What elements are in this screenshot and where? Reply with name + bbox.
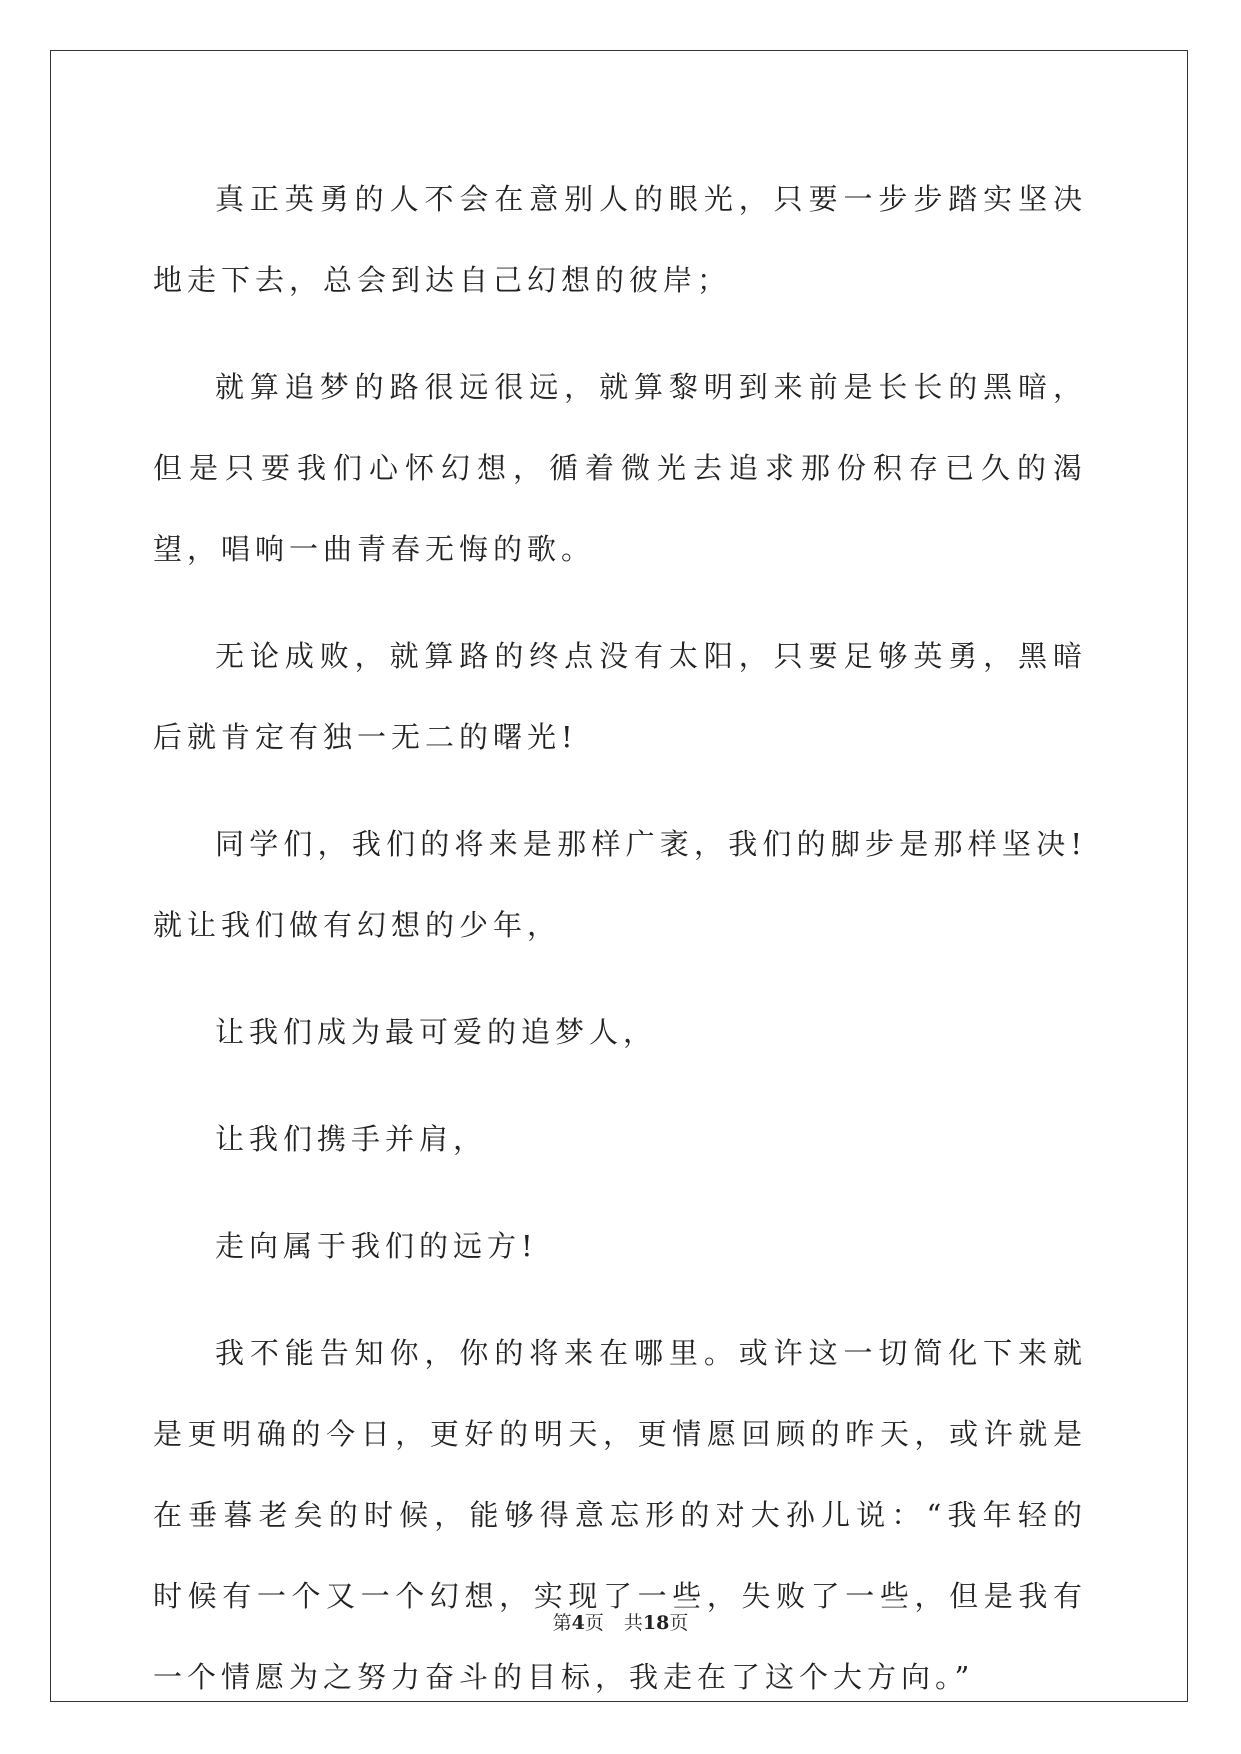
paragraph: 就算追梦的路很远很远，就算黎明到来前是长长的黑暗，但是只要我们心怀幻想，循着微光去追求那份积存已久的渴望，唱响一曲青春无悔的歌。	[153, 370, 1087, 566]
total-pages: 18	[642, 1612, 670, 1634]
document-body	[153, 159, 1087, 1744]
paragraph: 同学们，我们的将来是那样广袤，我们的脚步是那样坚决!就让我们做有幻想的少年，	[153, 827, 1087, 942]
page-number: 4	[571, 1612, 585, 1634]
paragraph: 我不能告知你，你的将来在哪里。或许这一切简化下来就是更明确的今日，更好的明天，更情愿回顾的昨天，或许就是在垂暮老矣的时候，能够得意忘形的对大孙儿说：“我年轻的时候有一个又一个幻想，实现了一些，失败了一些，但是我有一个情愿为之努力奋斗的目标，我走在了这个大方向。”	[153, 1336, 1087, 1694]
paragraph: 让我们携手并肩，	[215, 1122, 488, 1156]
paragraph: 无论成败，就算路的终点没有太阳，只要足够英勇，黑暗后就肯定有独一无二的曙光!	[153, 639, 1087, 754]
paragraph: 走向属于我们的远方!	[215, 1229, 538, 1263]
total-suffix: 页	[669, 1612, 689, 1634]
page-prefix: 第	[552, 1612, 572, 1634]
page-footer	[0, 1608, 1241, 1635]
paragraph: 让我们成为最可爱的追梦人，	[215, 1015, 658, 1049]
page-suffix: 页	[584, 1612, 604, 1634]
paragraph: 真正英勇的人不会在意别人的眼光，只要一步步踏实坚决地走下去，总会到达自己幻想的彼岸；	[153, 182, 1087, 297]
total-prefix: 共	[623, 1612, 643, 1634]
